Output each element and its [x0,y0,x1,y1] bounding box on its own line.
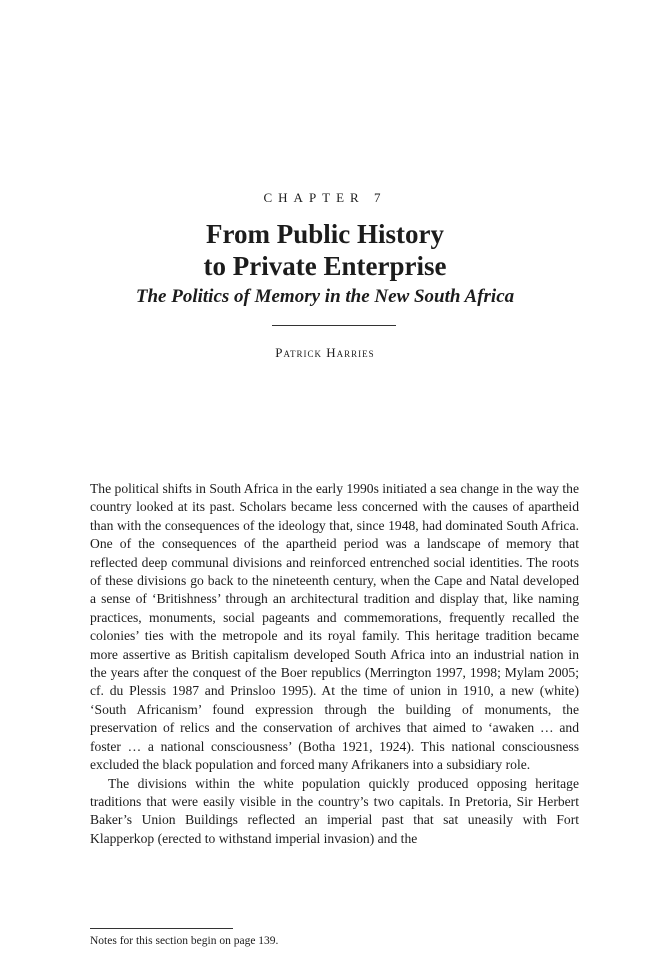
chapter-title [0,218,650,282]
body-paragraph-1: The political shifts in South Africa in the early 1990s initiated a sea change in the way the country looked at its past. Scholars became less concerned with the causes of apartheid than with the consequences of the ideology that, since 1948, had dominated South Africa. One of the consequences of the apartheid period was a landscape of memory that reflected deep communal divisions and reinforced entrenched social identities. The roots of these divisions go back to the nineteenth century, when the Cape and Natal developed a sense of ‘Britishness’ through an architectural tradition and display that, like naming practices, monuments, social pageants and commemorations, frequently recalled the colonies’ ties with the metropole and its royal family. This heritage tradition became more assertive as British capitalism developed South Africa into an industrial nation in the years after the conquest of the Boer republics (Merrington 1997, 1998; Mylam 2005; cf. du Plessis 1987 and Prinsloo 1995). At the time of union in 1910, a new (white) ‘South Africanism’ found expression through the building of monuments, the preservation of relics and the conservation of archives that aimed to ‘awaken … and foster … a national consciousness’ (Botha 1921, 1924). This national consciousness excluded the black population and forced many Afrikaners into a subsidiary role. [90,481,579,773]
footnote-divider [90,928,233,929]
chapter-label: CHAPTER 7 [263,190,387,205]
title-divider [272,325,396,326]
body-paragraph-2: The divisions within the white population quickly produced opposing heritage traditions that were easily visible in the country’s two capitals. In Pretoria, Sir Herbert Baker’s Union Buildings reflected an imperial past that sat uneasily with Fort Klapperkop (erected to withstand imperial invasion) and the [90,775,579,846]
footnote: Notes for this section begin on page 139. [90,935,279,947]
chapter-title-line-1: From Public History [206,219,444,249]
chapter-subtitle: The Politics of Memory in the New South Africa [135,286,515,307]
body-text [90,480,579,848]
author-name: Patrick Harries [275,345,375,360]
chapter-title-line-2: to Private Enterprise [203,251,447,281]
